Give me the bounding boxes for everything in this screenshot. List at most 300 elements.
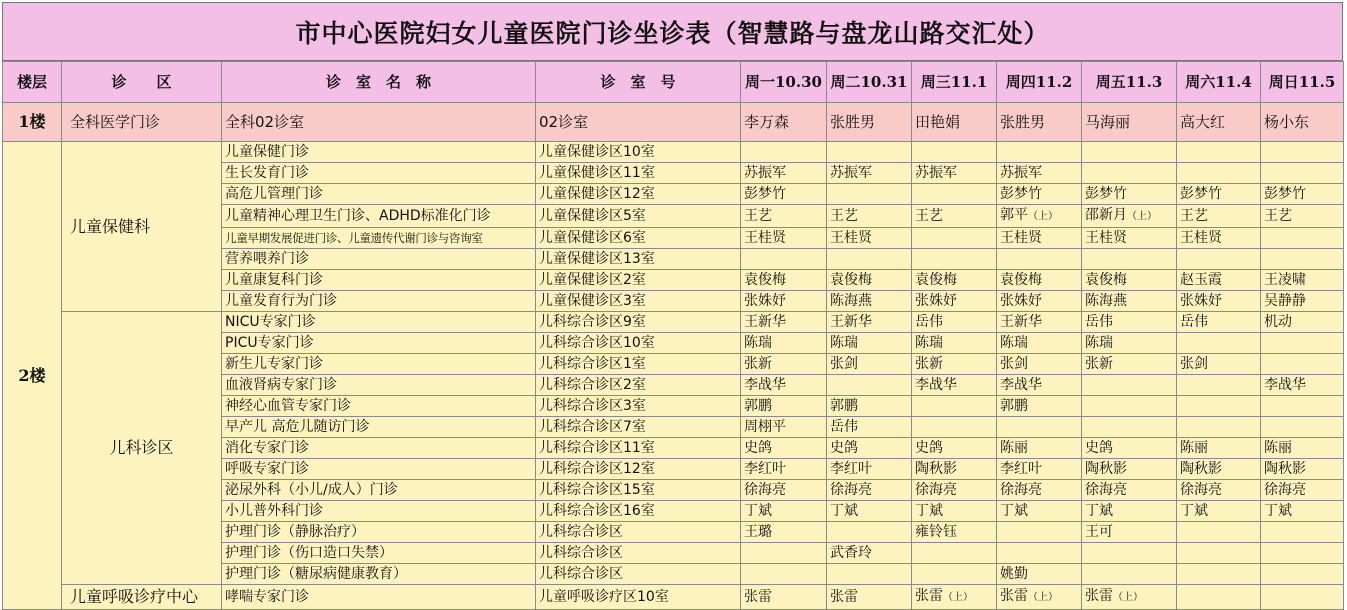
doctor-cell <box>741 142 827 163</box>
doctor-cell <box>827 480 912 501</box>
doctor-cell <box>741 228 827 249</box>
room-no-cell: 儿科综合诊区1室 <box>536 354 741 375</box>
doctor-cell <box>1261 354 1344 375</box>
doctor-cell <box>741 459 827 480</box>
doctor-name: 李红叶 <box>1000 461 1042 477</box>
doctor-cell <box>997 585 1082 610</box>
doctor-name: 李红叶 <box>830 461 872 477</box>
doctor-name: 张剑 <box>1180 356 1208 372</box>
doctor-name: 岳伟 <box>830 419 858 435</box>
doctor-name: 王桂贤 <box>1000 230 1042 246</box>
doctor-name: 张雷 <box>1085 588 1113 604</box>
doctor-name: 苏振军 <box>1000 165 1042 181</box>
doctor-cell <box>741 522 827 543</box>
doctor-name: 张雷 <box>915 588 943 604</box>
doctor-name: 王艺 <box>915 208 943 224</box>
clinic-name-cell: 新生儿专家门诊 <box>222 354 536 375</box>
doctor-cell <box>997 480 1082 501</box>
doctor-cell <box>1177 564 1261 585</box>
doctor-name: 徐海亮 <box>1085 482 1127 498</box>
doctor-cell <box>1177 249 1261 270</box>
doctor-name: 丁斌 <box>1000 503 1028 519</box>
doctor-cell <box>1261 564 1344 585</box>
doctor-cell <box>912 396 997 417</box>
doctor-cell <box>741 184 827 205</box>
doctor-cell <box>912 205 997 228</box>
doctor-name: 陈瑞 <box>744 335 772 351</box>
doctor-cell <box>912 249 997 270</box>
doctor-cell <box>912 228 997 249</box>
clinic-name-cell: PICU专家门诊 <box>222 333 536 354</box>
doctor-cell <box>827 184 912 205</box>
doctor-name: 周栩平 <box>744 419 786 435</box>
doctor-cell <box>1177 228 1261 249</box>
doctor-cell <box>1177 396 1261 417</box>
doctor-cell <box>741 501 827 522</box>
doctor-cell <box>827 417 912 438</box>
doctor-cell <box>1082 270 1177 291</box>
doctor-cell <box>827 585 912 610</box>
doctor-cell <box>1261 312 1344 333</box>
doctor-name: 丁斌 <box>1264 503 1292 519</box>
doctor-name: 张新 <box>1085 356 1113 372</box>
half-day-note: （上） <box>1127 211 1157 222</box>
doctor-name: 徐海亮 <box>1000 482 1042 498</box>
area-cell: 儿科诊区 <box>62 312 222 585</box>
doctor-cell <box>827 291 912 312</box>
doctor-name: 李万森 <box>744 113 790 131</box>
doctor-cell <box>997 459 1082 480</box>
doctor-cell <box>1082 480 1177 501</box>
doctor-cell <box>997 228 1082 249</box>
doctor-cell <box>741 480 827 501</box>
doctor-cell <box>827 205 912 228</box>
doctor-cell <box>997 184 1082 205</box>
header-day: 周二10.31 <box>827 62 912 103</box>
clinic-name-cell: 高危儿管理门诊 <box>222 184 536 205</box>
doctor-name: 丁斌 <box>744 503 772 519</box>
doctor-cell <box>912 522 997 543</box>
doctor-cell <box>912 564 997 585</box>
doctor-name: 袁俊梅 <box>1085 272 1127 288</box>
doctor-name: 丁斌 <box>1180 503 1208 519</box>
doctor-cell <box>1177 312 1261 333</box>
doctor-name: 陈丽 <box>1180 440 1208 456</box>
doctor-name: 田艳娟 <box>915 113 961 131</box>
clinic-name-cell: 儿童精神心理卫生门诊、ADHD标准化门诊 <box>222 205 536 228</box>
doctor-name: 陈海燕 <box>830 293 872 309</box>
doctor-cell <box>1082 142 1177 163</box>
room-no-cell: 儿科综合诊区 <box>536 543 741 564</box>
doctor-cell <box>997 103 1082 142</box>
doctor-name: 袁俊梅 <box>744 272 786 288</box>
doctor-cell <box>827 103 912 142</box>
doctor-cell <box>1177 103 1261 142</box>
doctor-cell <box>997 417 1082 438</box>
doctor-name: 郭鹏 <box>830 398 858 414</box>
doctor-cell <box>912 184 997 205</box>
room-no-cell: 儿科综合诊区9室 <box>536 312 741 333</box>
doctor-cell <box>997 375 1082 396</box>
doctor-name: 张雷 <box>1000 588 1028 604</box>
doctor-name: 张新 <box>744 356 772 372</box>
doctor-cell <box>827 438 912 459</box>
doctor-cell <box>997 291 1082 312</box>
clinic-name-cell: 儿童发育行为门诊 <box>222 291 536 312</box>
doctor-cell <box>1082 354 1177 375</box>
doctor-name: 张剑 <box>830 356 858 372</box>
doctor-name: 苏振军 <box>915 165 957 181</box>
room-no-cell: 儿童保健诊区10室 <box>536 142 741 163</box>
doctor-name: 陶秋影 <box>915 461 957 477</box>
doctor-name: 王新华 <box>744 314 786 330</box>
doctor-cell <box>1082 163 1177 184</box>
doctor-cell <box>997 543 1082 564</box>
doctor-cell <box>997 270 1082 291</box>
doctor-name: 彭梦竹 <box>1264 186 1306 202</box>
doctor-cell <box>1082 184 1177 205</box>
doctor-name: 徐海亮 <box>1180 482 1222 498</box>
doctor-cell <box>912 270 997 291</box>
doctor-name: 史鸽 <box>744 440 772 456</box>
room-no-cell: 儿童保健诊区3室 <box>536 291 741 312</box>
doctor-name: 李战华 <box>1264 377 1306 393</box>
clinic-name-cell: 泌尿外科（小儿/成人）门诊 <box>222 480 536 501</box>
half-day-note: （上） <box>1028 211 1058 222</box>
doctor-name: 高大红 <box>1180 113 1226 131</box>
doctor-name: 彭梦竹 <box>1000 186 1042 202</box>
table-row <box>3 312 1344 333</box>
clinic-name-cell: 生长发育门诊 <box>222 163 536 184</box>
doctor-name: 郭鹏 <box>744 398 772 414</box>
doctor-cell <box>1261 480 1344 501</box>
doctor-cell <box>1177 438 1261 459</box>
doctor-cell <box>741 163 827 184</box>
doctor-cell <box>827 375 912 396</box>
doctor-cell <box>912 103 997 142</box>
doctor-name: 王艺 <box>830 208 858 224</box>
doctor-cell <box>741 438 827 459</box>
doctor-name: 王新华 <box>1000 314 1042 330</box>
doctor-cell <box>1082 396 1177 417</box>
doctor-name: 张姝妤 <box>915 293 957 309</box>
doctor-name: 王艺 <box>1180 208 1208 224</box>
doctor-name: 岳伟 <box>1180 314 1208 330</box>
room-no-cell: 儿科综合诊区11室 <box>536 438 741 459</box>
doctor-cell <box>1261 249 1344 270</box>
doctor-name: 王桂贤 <box>744 230 786 246</box>
doctor-name: 史鸽 <box>1085 440 1113 456</box>
doctor-name: 岳伟 <box>1085 314 1113 330</box>
doctor-name: 丁斌 <box>1085 503 1113 519</box>
half-day-note: （上） <box>1028 592 1058 603</box>
room-no-cell: 儿科综合诊区15室 <box>536 480 741 501</box>
doctor-cell <box>1082 438 1177 459</box>
doctor-cell <box>1261 501 1344 522</box>
doctor-cell <box>912 375 997 396</box>
doctor-cell <box>1177 522 1261 543</box>
doctor-cell <box>1261 438 1344 459</box>
doctor-name: 苏振军 <box>744 165 786 181</box>
doctor-cell <box>1082 312 1177 333</box>
doctor-name: 王桂贤 <box>1085 230 1127 246</box>
doctor-cell <box>741 396 827 417</box>
doctor-cell <box>1177 142 1261 163</box>
room-no-cell: 儿童保健诊区13室 <box>536 249 741 270</box>
doctor-cell <box>1261 228 1344 249</box>
doctor-name: 王璐 <box>744 524 772 540</box>
doctor-cell <box>827 459 912 480</box>
room-no-cell: 儿科综合诊区10室 <box>536 333 741 354</box>
doctor-cell <box>1177 585 1261 610</box>
doctor-cell <box>827 396 912 417</box>
room-no-cell: 儿科综合诊区12室 <box>536 459 741 480</box>
doctor-name: 陈瑞 <box>915 335 943 351</box>
doctor-cell <box>997 564 1082 585</box>
doctor-name: 袁俊梅 <box>1000 272 1042 288</box>
doctor-cell <box>1082 205 1177 228</box>
clinic-name-cell: 呼吸专家门诊 <box>222 459 536 480</box>
doctor-cell <box>1261 291 1344 312</box>
doctor-name: 王艺 <box>744 208 772 224</box>
doctor-cell <box>827 249 912 270</box>
header-floor: 楼层 <box>3 62 62 103</box>
doctor-cell <box>1261 396 1344 417</box>
doctor-name: 史鸽 <box>915 440 943 456</box>
clinic-name-cell: 小儿普外科门诊 <box>222 501 536 522</box>
doctor-cell <box>827 543 912 564</box>
doctor-cell <box>1177 184 1261 205</box>
doctor-cell <box>1261 333 1344 354</box>
clinic-name-cell: 神经心血管专家门诊 <box>222 396 536 417</box>
doctor-cell <box>997 501 1082 522</box>
doctor-cell <box>912 480 997 501</box>
doctor-cell <box>912 585 997 610</box>
doctor-name: 陈瑞 <box>830 335 858 351</box>
doctor-name: 李红叶 <box>744 461 786 477</box>
room-no-cell: 儿科综合诊区16室 <box>536 501 741 522</box>
doctor-cell <box>741 312 827 333</box>
doctor-cell <box>997 205 1082 228</box>
doctor-cell <box>827 312 912 333</box>
doctor-name: 张雷 <box>744 589 772 605</box>
doctor-cell <box>1082 564 1177 585</box>
doctor-cell <box>912 163 997 184</box>
doctor-cell <box>741 249 827 270</box>
doctor-name: 杨小东 <box>1264 113 1310 131</box>
header-room-no: 诊 室 号 <box>536 62 741 103</box>
doctor-name: 张新 <box>915 356 943 372</box>
doctor-cell <box>912 459 997 480</box>
doctor-name: 彭梦竹 <box>744 186 786 202</box>
doctor-cell <box>1082 228 1177 249</box>
doctor-cell <box>741 585 827 610</box>
header-clinic-name: 诊 室 名 称 <box>222 62 536 103</box>
page-title: 市中心医院妇女儿童医院门诊坐诊表（智慧路与盘龙山路交汇处） <box>2 2 1343 61</box>
doctor-cell <box>1177 354 1261 375</box>
doctor-cell <box>912 312 997 333</box>
doctor-cell <box>1082 501 1177 522</box>
doctor-cell <box>741 417 827 438</box>
header-day: 周日11.5 <box>1261 62 1344 103</box>
doctor-cell <box>912 417 997 438</box>
doctor-cell <box>1261 522 1344 543</box>
doctor-name: 郭鹏 <box>1000 398 1028 414</box>
room-no-cell: 02诊室 <box>536 103 741 142</box>
doctor-cell <box>997 438 1082 459</box>
doctor-name: 吴静静 <box>1264 293 1306 309</box>
doctor-name: 郭平 <box>1000 207 1028 223</box>
clinic-name-cell: 血液肾病专家门诊 <box>222 375 536 396</box>
doctor-name: 张雷 <box>830 589 858 605</box>
doctor-name: 陶秋影 <box>1180 461 1222 477</box>
header-day: 周三11.1 <box>912 62 997 103</box>
doctor-cell <box>827 354 912 375</box>
doctor-cell <box>997 312 1082 333</box>
doctor-name: 张姝妤 <box>744 293 786 309</box>
doctor-cell <box>997 522 1082 543</box>
doctor-cell <box>912 142 997 163</box>
doctor-cell <box>1177 270 1261 291</box>
doctor-name: 王桂贤 <box>1180 230 1222 246</box>
doctor-cell <box>1261 585 1344 610</box>
doctor-name: 陈海燕 <box>1085 293 1127 309</box>
room-no-cell: 儿童保健诊区11室 <box>536 163 741 184</box>
doctor-name: 张胜男 <box>1000 113 1046 131</box>
doctor-cell <box>1177 480 1261 501</box>
doctor-cell <box>827 142 912 163</box>
doctor-name: 王新华 <box>830 314 872 330</box>
doctor-name: 王可 <box>1085 524 1113 540</box>
doctor-cell <box>1082 417 1177 438</box>
doctor-cell <box>912 438 997 459</box>
doctor-cell <box>1082 459 1177 480</box>
doctor-cell <box>827 333 912 354</box>
doctor-cell <box>912 501 997 522</box>
area-cell: 儿童保健科 <box>62 142 222 312</box>
doctor-cell <box>997 396 1082 417</box>
doctor-cell <box>1177 291 1261 312</box>
doctor-cell <box>997 142 1082 163</box>
doctor-name: 张姝妤 <box>1000 293 1042 309</box>
clinic-name-cell: 护理门诊（静脉治疗） <box>222 522 536 543</box>
room-no-cell: 儿科综合诊区 <box>536 522 741 543</box>
doctor-cell <box>1177 417 1261 438</box>
doctor-name: 王艺 <box>1264 208 1292 224</box>
doctor-cell <box>997 249 1082 270</box>
half-day-note: （上） <box>1113 592 1143 603</box>
doctor-cell <box>1177 375 1261 396</box>
doctor-name: 武香玲 <box>830 545 872 561</box>
room-no-cell: 儿童保健诊区6室 <box>536 228 741 249</box>
clinic-name-cell: 营养喂养门诊 <box>222 249 536 270</box>
room-no-cell: 儿童保健诊区5室 <box>536 205 741 228</box>
doctor-cell <box>1082 522 1177 543</box>
clinic-name-cell: 护理门诊（糖尿病健康教育） <box>222 564 536 585</box>
doctor-cell <box>997 163 1082 184</box>
doctor-cell <box>1082 375 1177 396</box>
doctor-name: 姚勤 <box>1000 566 1028 582</box>
doctor-cell <box>741 291 827 312</box>
doctor-name: 陈丽 <box>1264 440 1292 456</box>
doctor-cell <box>741 205 827 228</box>
doctor-cell <box>997 354 1082 375</box>
room-no-cell: 儿童保健诊区12室 <box>536 184 741 205</box>
doctor-name: 马海丽 <box>1085 113 1131 131</box>
doctor-name: 张姝妤 <box>1180 293 1222 309</box>
doctor-cell <box>1177 501 1261 522</box>
doctor-cell <box>1261 270 1344 291</box>
doctor-cell <box>1261 163 1344 184</box>
doctor-cell <box>741 543 827 564</box>
half-day-note: （上） <box>943 592 973 603</box>
doctor-name: 岳伟 <box>915 314 943 330</box>
doctor-name: 王凌啸 <box>1264 272 1306 288</box>
doctor-cell <box>912 333 997 354</box>
doctor-name: 徐海亮 <box>1264 482 1306 498</box>
header-day: 周四11.2 <box>997 62 1082 103</box>
header-area: 诊 区 <box>62 62 222 103</box>
floor-cell: 1楼 <box>3 103 62 142</box>
doctor-name: 张胜男 <box>830 113 876 131</box>
doctor-cell <box>1261 543 1344 564</box>
doctor-name: 袁俊梅 <box>915 272 957 288</box>
header-row <box>3 62 1344 103</box>
doctor-cell <box>1082 543 1177 564</box>
room-no-cell: 儿科综合诊区2室 <box>536 375 741 396</box>
table-row <box>3 103 1344 142</box>
doctor-name: 徐海亮 <box>744 482 786 498</box>
doctor-name: 李战华 <box>744 377 786 393</box>
room-no-cell: 儿科综合诊区3室 <box>536 396 741 417</box>
room-no-cell: 儿科综合诊区7室 <box>536 417 741 438</box>
doctor-cell <box>1261 103 1344 142</box>
doctor-cell <box>1177 163 1261 184</box>
doctor-cell <box>1261 184 1344 205</box>
doctor-name: 陶秋影 <box>1264 461 1306 477</box>
doctor-cell <box>827 564 912 585</box>
doctor-name: 邵新月 <box>1085 207 1127 223</box>
doctor-name: 袁俊梅 <box>830 272 872 288</box>
doctor-name: 陈丽 <box>1000 440 1028 456</box>
header-day: 周六11.4 <box>1177 62 1261 103</box>
doctor-name: 李战华 <box>1000 377 1042 393</box>
table-row <box>3 142 1344 163</box>
doctor-cell <box>1261 205 1344 228</box>
doctor-name: 徐海亮 <box>830 482 872 498</box>
doctor-name: 丁斌 <box>915 503 943 519</box>
doctor-name: 彭梦竹 <box>1085 186 1127 202</box>
room-no-cell: 儿童保健诊区2室 <box>536 270 741 291</box>
area-cell: 儿童呼吸诊疗中心 <box>62 585 222 610</box>
clinic-name-cell: 儿童早期发展促进门诊、儿童遗传代谢门诊与咨询室 <box>222 228 536 249</box>
doctor-name: 苏振军 <box>830 165 872 181</box>
header-day: 周五11.3 <box>1082 62 1177 103</box>
doctor-name: 赵玉霞 <box>1180 272 1222 288</box>
doctor-cell <box>1082 249 1177 270</box>
doctor-name: 张剑 <box>1000 356 1028 372</box>
clinic-name-cell: 早产儿 高危儿随访门诊 <box>222 417 536 438</box>
room-no-cell: 儿科综合诊区 <box>536 564 741 585</box>
doctor-cell <box>741 354 827 375</box>
doctor-name: 陶秋影 <box>1085 461 1127 477</box>
room-no-cell: 儿童呼吸诊疗区10室 <box>536 585 741 610</box>
doctor-cell <box>1082 333 1177 354</box>
clinic-name-cell: 哮喘专家门诊 <box>222 585 536 610</box>
doctor-cell <box>912 543 997 564</box>
area-cell: 全科医学门诊 <box>62 103 222 142</box>
clinic-name-cell: 全科02诊室 <box>222 103 536 142</box>
